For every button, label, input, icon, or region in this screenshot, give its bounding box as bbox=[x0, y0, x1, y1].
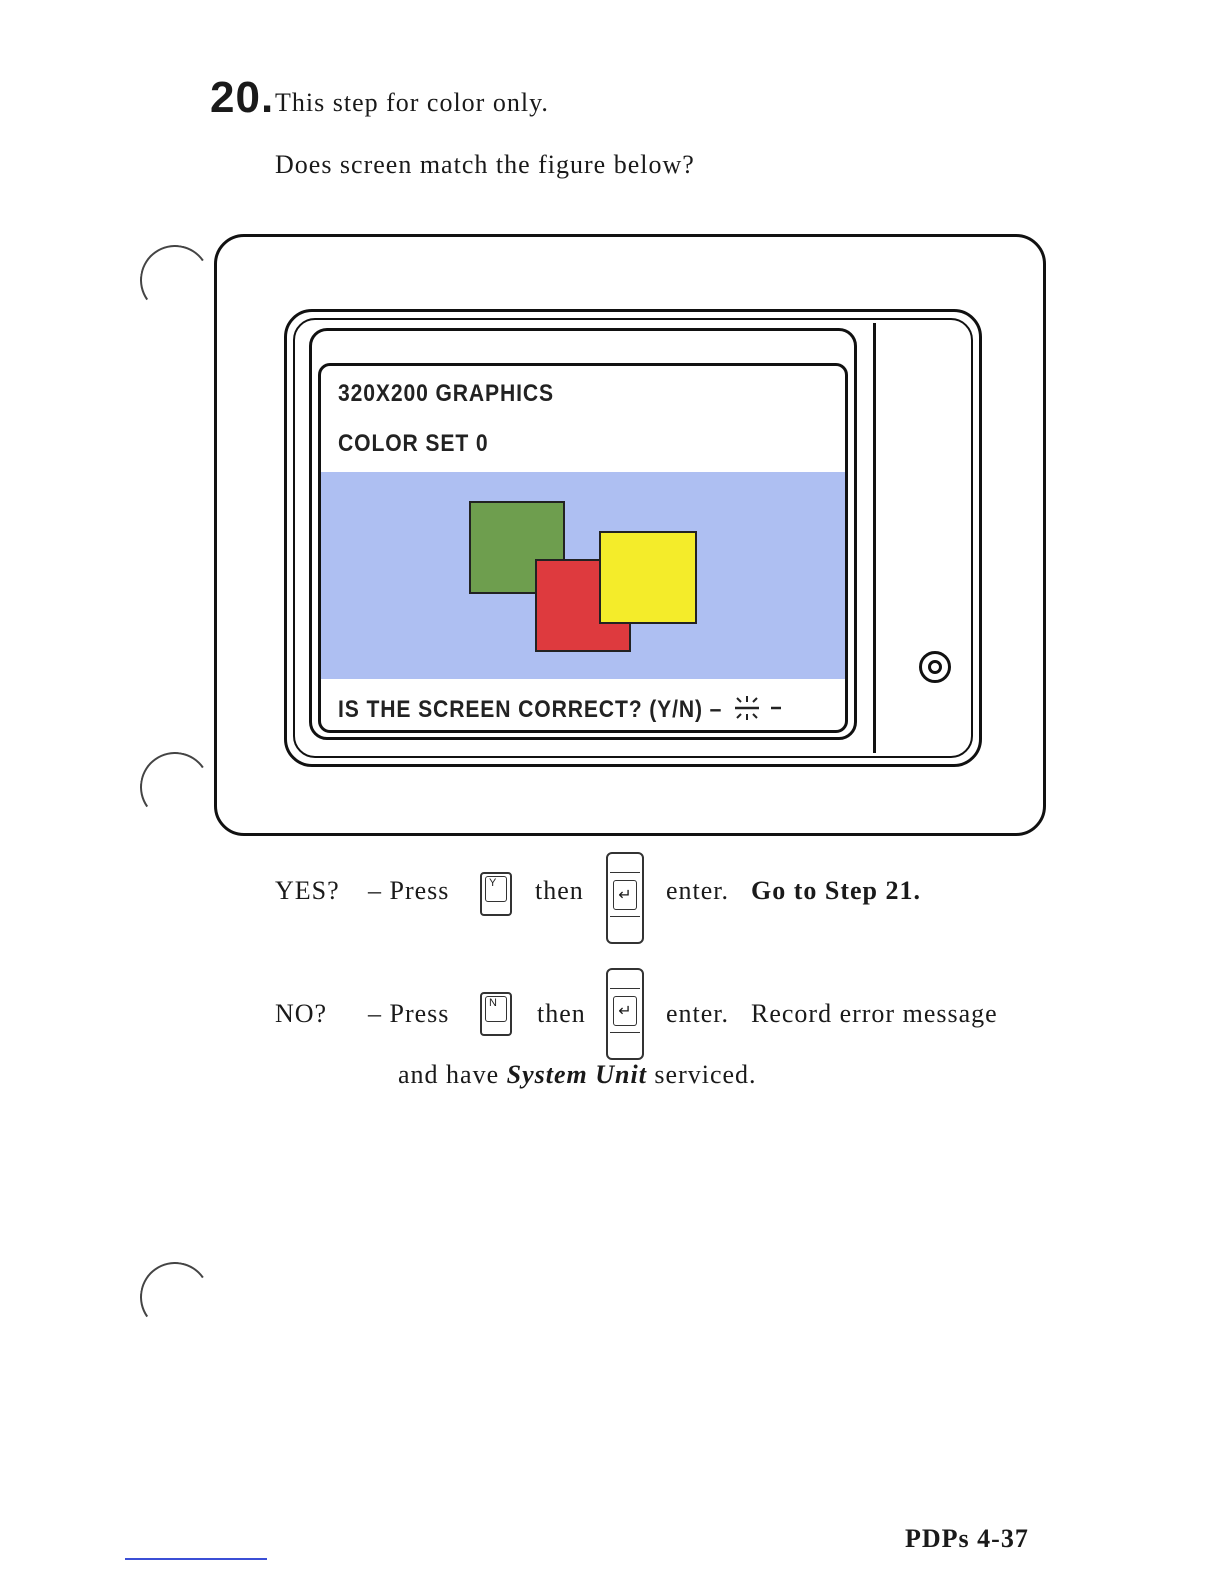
monitor-screen bbox=[318, 363, 848, 733]
enter-key-icon bbox=[606, 968, 644, 1060]
yes-press-text: – Press bbox=[368, 876, 450, 905]
binder-hole-bottom bbox=[134, 1256, 215, 1337]
yellow-square bbox=[599, 531, 697, 624]
no-action: Record error message bbox=[751, 999, 998, 1028]
system-unit-emphasis: System Unit bbox=[506, 1060, 647, 1089]
control-knob-icon bbox=[919, 651, 951, 683]
blinking-cursor-icon bbox=[715, 692, 805, 726]
enter-glyph: ↵ bbox=[613, 996, 637, 1026]
yes-label: YES? bbox=[275, 876, 340, 905]
yes-then-text: then bbox=[535, 876, 584, 905]
color-band bbox=[321, 472, 845, 679]
screen-line-graphics: 320X200 GRAPHICS bbox=[338, 380, 554, 407]
screen-prompt: IS THE SCREEN CORRECT? (Y/N) – bbox=[338, 696, 723, 723]
enter-key-icon bbox=[606, 852, 644, 944]
screen-line-color-set: COLOR SET 0 bbox=[338, 430, 489, 457]
no-label: NO? bbox=[275, 999, 328, 1028]
step-question: Does screen match the figure below? bbox=[275, 150, 695, 179]
n-key-letter: N bbox=[485, 996, 507, 1022]
step-number: 20. bbox=[210, 73, 275, 122]
no-press-text: – Press bbox=[368, 999, 450, 1028]
control-panel-divider bbox=[873, 323, 876, 753]
no-cont-pre: and have bbox=[398, 1060, 500, 1089]
n-key-icon bbox=[480, 992, 512, 1036]
no-enter-text: enter. bbox=[666, 999, 730, 1028]
enter-glyph: ↵ bbox=[613, 880, 637, 910]
no-cont-post: serviced. bbox=[654, 1060, 757, 1089]
yes-enter-text: enter. bbox=[666, 876, 730, 905]
binder-hole-top bbox=[134, 239, 215, 320]
yes-action: Go to Step 21. bbox=[751, 876, 921, 905]
binder-hole-middle bbox=[134, 746, 215, 827]
footer-rule bbox=[125, 1558, 267, 1560]
page-number: PDPs 4-37 bbox=[905, 1524, 1029, 1553]
y-key-icon bbox=[480, 872, 512, 916]
no-continuation bbox=[398, 1060, 757, 1090]
no-then-text: then bbox=[537, 999, 586, 1028]
y-key-letter: Y bbox=[485, 876, 507, 902]
step-title: This step for color only. bbox=[275, 88, 549, 117]
